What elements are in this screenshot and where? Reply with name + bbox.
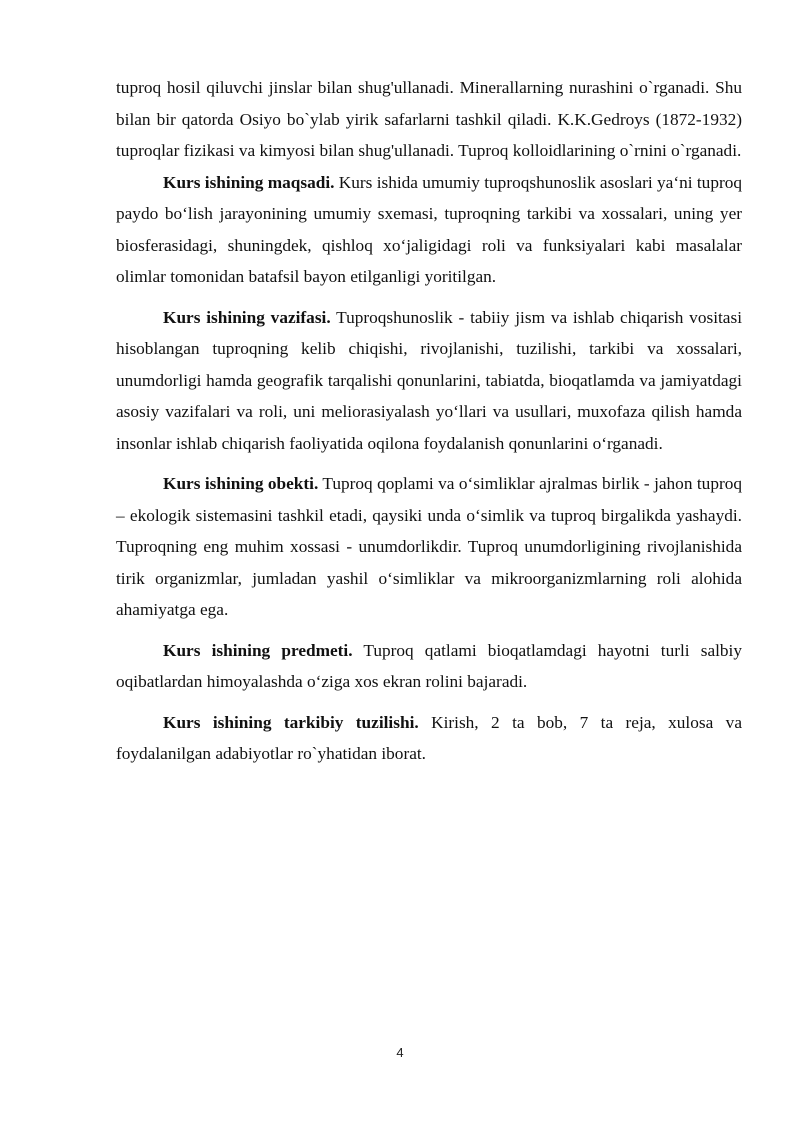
goal-label: Kurs ishining maqsadi.	[163, 172, 335, 192]
goal-text: Kurs ishida umumiy tuproqshunoslik asoslari ya‘ni tuproq paydo bo‘lish jarayonining umumiy sxemasi, tuproqning tarkibi va xossalari, uning yer biosferasidagi, shuningdek, qishloq xo‘jaligidagi roli va funksiyalari kabi masalalar olimlar tomonidan batafsil bayon etilganligi yoritilgan.	[116, 172, 742, 286]
subject-paragraph	[116, 635, 742, 698]
object-label: Kurs ishining obekti.	[163, 474, 319, 493]
page-number: 4	[396, 1045, 404, 1060]
goal-paragraph	[116, 167, 742, 293]
structure-label: Kurs ishining tarkibiy tuzilishi.	[163, 712, 419, 732]
intro-paragraph: tuproq hosil qiluvchi jinslar bilan shug'ullanadi. Minerallarning nurashini o`rganadi. Shu bilan bir qatorda Osiyo bo`ylab yirik safarlarni tashkil qiladi. K.K.Gedroys (1872-1932) tuproqlar fizikasi va kimyosi bilan shug'ullanadi. Tuproq kolloidlarining o`rnini o`rganadi.	[116, 78, 742, 160]
tasks-paragraph	[116, 302, 742, 460]
object-text: Tuproq qoplami va o‘simliklar ajralmas birlik - jahon tuproq – ekologik sistemasini tashkil etadi, qaysiki unda o‘simlik va tuproq birgalikda yashaydi. Tuproqning eng muhim xossasi - unumdorlikdir. Tuproq unumdorligining rivojlanishida tirik organizmlar, jumladan yashil o‘simliklar va mikroorganizmlarning roli alohida ahamiyatga ega.	[116, 474, 742, 619]
tasks-label: Kurs ishining vazifasi.	[163, 307, 331, 327]
subject-label: Kurs ishining predmeti.	[163, 640, 353, 660]
tasks-text: Tuproqshunoslik - tabiiy jism va ishlab chiqarish vositasi hisoblangan tuproqning kelib chiqishi, rivojlanishi, tuzilishi, tarkibi va xossalari, unumdorligi hamda geografik tarqalishi qonunlarini, tabiatda, bioqatlamda va jamiyatdagi asosiy vazifalari va roli, uni meliorasiyalash yo‘llari va usullari, muxofaza qilish hamda insonlar ishlab chiqarish faoliyatida oqilona foydalanish qonunlarini o‘rganadi.	[116, 307, 742, 453]
structure-paragraph	[116, 707, 742, 770]
subject-text: Tuproq qatlami bioqatlamdagi hayotni turli salbiy oqibatlardan himoyalashda o‘ziga xos ekran rolini bajaradi.	[116, 640, 742, 691]
document-page	[116, 72, 742, 770]
structure-text: Kirish, 2 ta bob, 7 ta reja, xulosa va foydalanilgan adabiyotlar ro`yhatidan iborat.	[116, 712, 742, 763]
object-paragraph	[116, 468, 742, 626]
